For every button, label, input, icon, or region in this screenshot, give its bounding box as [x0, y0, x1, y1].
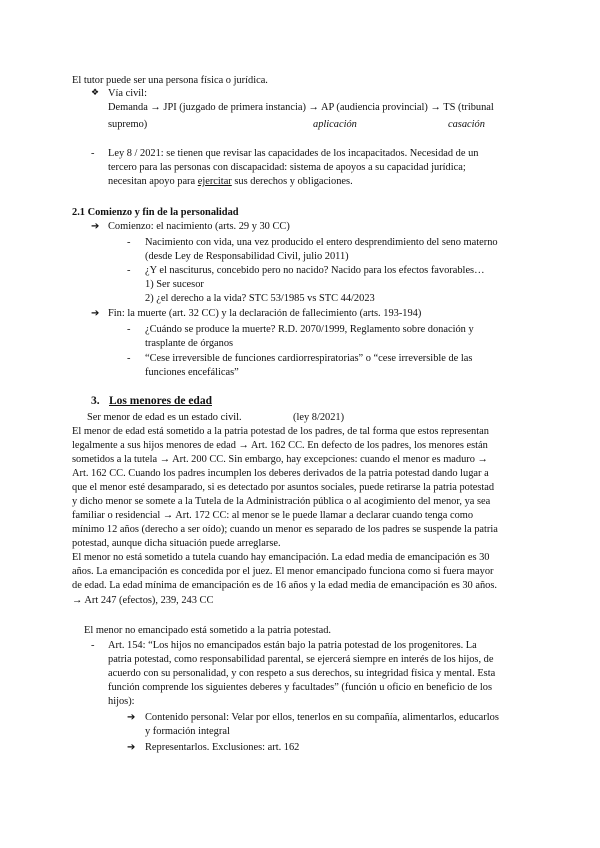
- ley-line-1: Ley 8 / 2021: se tienen que revisar las capacidades de los incapacitados. Necesidad de un: [108, 148, 479, 159]
- section-3-subtitle-ref: (ley 8/2021): [293, 412, 345, 423]
- label-aplicacion: aplicación: [313, 119, 357, 130]
- contenido-personal-line-2: y formación integral: [145, 726, 230, 737]
- section-3-number: 3.: [91, 395, 100, 407]
- dash-bullet: -: [91, 640, 95, 651]
- paragraph-line: patria potestad, como responsabilidad parental, se ejercerá siempre en interés de los hijos, de: [108, 654, 494, 665]
- fin-sub-1-line-2: trasplante de órganos: [145, 338, 234, 349]
- ejercitar-link: ejercitar: [197, 176, 232, 187]
- paragraph-line: y dicho menor se somete a la Tutela de la Administración pública o al acogimiento del menor, ya sea: [72, 496, 491, 507]
- fin-sub-2-line-2: funciones encefálicas”: [145, 367, 239, 378]
- paragraph-line: acuerdo con su personalidad, y con respeto a sus derechos, su integridad física y mental. Esta: [108, 668, 496, 679]
- section-3-subtitle: Ser menor de edad es un estado civil.: [87, 412, 242, 423]
- paragraph-line: legalmente a sus hijos menores de edad → Art. 162 CC. En defecto de los padres, los menores están: [72, 440, 488, 451]
- comienzo-sub-2-line-3: 2) ¿el derecho a la vida? STC 53/1985 vs STC 44/2023: [145, 293, 375, 304]
- dash-bullet: -: [127, 237, 131, 248]
- paragraph-line: mínimo 12 años (derecho a ser oído); cuando un menor es separado de los padres se suspende la patria: [72, 524, 498, 535]
- intro-text: El tutor puede ser una persona física o jurídica.: [72, 75, 268, 86]
- paragraph-line: función comprende los siguientes deberes y facultades” (función u oficio en beneficio de los: [108, 682, 493, 693]
- fin-sub-2-line-1: “Cese irreversible de funciones cardiorrespiratorias” o “cese irreversible de las: [145, 353, 473, 364]
- arrow-bullet-icon: ➔: [91, 221, 100, 232]
- paragraph-line: potestad, aunque dicha situación puede arreglarse.: [72, 538, 281, 549]
- representarlos-item: Representarlos. Exclusiones: art. 162: [145, 742, 300, 753]
- via-civil-line-2: supremo): [108, 119, 148, 130]
- fin-sub-1-line-1: ¿Cuándo se produce la muerte? R.D. 2070/1999, Reglamento sobre donación y: [145, 324, 474, 335]
- no-emancipado-text: El menor no emancipado está sometido a la patria potestad.: [84, 625, 331, 636]
- comienzo-sub-1-line-1: Nacimiento con vida, una vez producido el entero desprendimiento del seno materno: [145, 237, 498, 248]
- dash-bullet: -: [127, 324, 131, 335]
- paragraph-line: de edad. La edad mínima de emancipación es de 16 años y la edad media de emancipación es 30 años.: [72, 580, 497, 591]
- paragraph-line: El menor no está sometido a tutela cuando hay emancipación. La edad media de emancipación es 30: [72, 552, 490, 563]
- section-2-1-heading: 2.1 Comienzo y fin de la personalidad: [72, 207, 239, 218]
- dash-bullet: -: [127, 353, 131, 364]
- paragraph-line: familiar o residencial → Art. 172 CC: al menor se le puede llamar a declarar cuando tenga como: [72, 510, 474, 521]
- via-civil-title: Vía civil:: [108, 88, 147, 99]
- dash-bullet: -: [127, 265, 131, 276]
- diamond-bullet-icon: ❖: [91, 88, 100, 98]
- dash-bullet: -: [91, 148, 95, 159]
- comienzo-sub-2-line-2: 1) Ser sucesor: [145, 279, 204, 290]
- comienzo-sub-1-line-2: (desde Ley de Responsabilidad Civil, julio 2011): [145, 251, 349, 262]
- paragraph-line: El menor de edad está sometido a la patria potestad de los padres, de tal forma que estos representan: [72, 426, 489, 437]
- ley-line-2: tercero para las personas con discapacidad: sistema de apoyos a su capacidad jurídica;: [108, 162, 466, 173]
- contenido-personal-line-1: Contenido personal: Velar por ellos, tenerlos en su compañía, alimentarlos, educarlos: [145, 712, 499, 723]
- label-casacion: casación: [448, 119, 485, 130]
- paragraph-line: hijos):: [108, 696, 135, 707]
- comienzo-item: Comienzo: el nacimiento (arts. 29 y 30 CC): [108, 221, 290, 232]
- paragraph-line: → Art 247 (efectos), 239, 243 CC: [72, 595, 214, 606]
- paragraph-line: años. La emancipación es concedida por el juez. El menor emancipado funciona como si fuera mayor: [72, 566, 494, 577]
- ley-line-3: necesitan apoyo para ejercitar sus derechos y obligaciones.: [108, 176, 353, 187]
- paragraph-line: sometidos a la tutela → Art. 200 CC. Sin embargo, hay excepciones: cuando el menor es maduro →: [72, 454, 488, 465]
- arrow-bullet-icon: ➔: [91, 308, 100, 319]
- fin-item: Fin: la muerte (art. 32 CC) y la declaración de fallecimiento (arts. 193-194): [108, 308, 422, 319]
- paragraph-line: Art. 154: “Los hijos no emancipados están bajo la patria potestad de los progenitores. La: [108, 640, 477, 651]
- via-civil-line-1: Demanda → JPI (juzgado de primera instancia) → AP (audiencia provincial) → TS (tribunal: [108, 102, 494, 113]
- arrow-bullet-icon: ➔: [127, 712, 136, 723]
- section-3-heading: Los menores de edad: [109, 395, 212, 407]
- arrow-bullet-icon: ➔: [127, 742, 136, 753]
- paragraph-line: que el menor esté desamparado, si es detectado por asuntos sociales, puede retirarse la patria potestad: [72, 482, 495, 493]
- comienzo-sub-2-line-1: ¿Y el nasciturus, concebido pero no nacido? Nacido para los efectos favorables…: [145, 265, 485, 276]
- paragraph-line: Art. 162 CC. Cuando los padres incumplen los deberes derivados de la patria potestad dando lugar a: [72, 468, 489, 479]
